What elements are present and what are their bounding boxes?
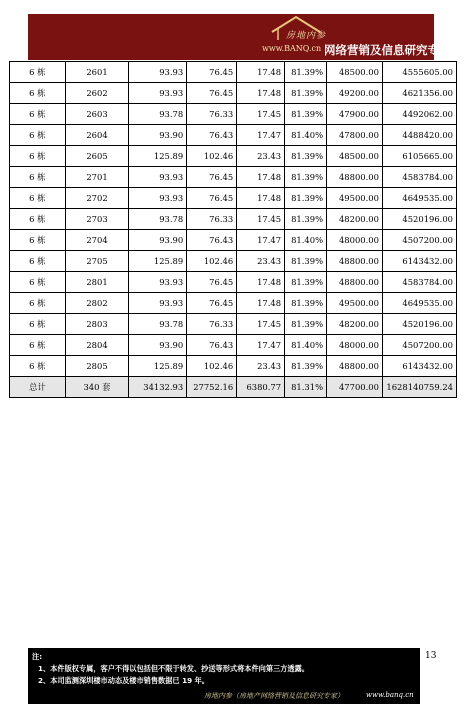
building-cell: 6 栋 — [10, 209, 66, 230]
unit-cell: 2805 — [65, 356, 129, 377]
net-area-cell: 76.33 — [187, 209, 237, 230]
shared-area-cell: 17.48 — [237, 167, 285, 188]
total-price-cell: 4649535.00 — [382, 293, 456, 314]
efficiency-cell: 81.40% — [285, 125, 327, 146]
unit-price-cell: 47900.00 — [327, 104, 383, 125]
shared-area-cell: 17.48 — [237, 272, 285, 293]
unit-cell: 2604 — [65, 125, 129, 146]
unit-cell: 2703 — [65, 209, 129, 230]
efficiency-cell: 81.39% — [285, 251, 327, 272]
table-row — [10, 104, 457, 125]
shared-area-cell: 23.43 — [237, 356, 285, 377]
unit-price-cell: 48500.00 — [327, 146, 383, 167]
net-area-cell: 76.45 — [187, 83, 237, 104]
unit-price-cell: 49500.00 — [327, 293, 383, 314]
total-price-cell: 4520196.00 — [382, 314, 456, 335]
total-price-cell: 1628140759.24 — [382, 377, 456, 398]
total-price-cell: 4507200.00 — [382, 230, 456, 251]
table-row — [10, 167, 457, 188]
shared-area-cell: 17.47 — [237, 230, 285, 251]
building-cell: 6 栋 — [10, 230, 66, 251]
building-cell: 6 栋 — [10, 188, 66, 209]
shared-area-cell: 17.48 — [237, 83, 285, 104]
shared-area-cell: 17.45 — [237, 104, 285, 125]
logo-site-text: www.BANQ.cn — [262, 44, 322, 53]
gross-area-cell: 93.93 — [129, 62, 187, 83]
total-price-cell: 4583784.00 — [382, 272, 456, 293]
banner-title: 网络营销及信息研究专家 — [324, 43, 451, 57]
net-area-cell: 76.45 — [187, 167, 237, 188]
efficiency-cell: 81.39% — [285, 209, 327, 230]
page-number: 13 — [425, 651, 437, 661]
unit-price-cell: 48000.00 — [327, 335, 383, 356]
shared-area-cell: 6380.77 — [237, 377, 285, 398]
gross-area-cell: 93.90 — [129, 125, 187, 146]
unit-cell: 2802 — [65, 293, 129, 314]
efficiency-cell: 81.39% — [285, 188, 327, 209]
notes-box — [28, 648, 420, 688]
table-row — [10, 230, 457, 251]
gross-area-cell: 125.89 — [129, 356, 187, 377]
gross-area-cell: 93.90 — [129, 335, 187, 356]
unit-cell: 2803 — [65, 314, 129, 335]
header-banner — [28, 14, 451, 60]
gross-area-cell: 93.93 — [129, 293, 187, 314]
efficiency-cell: 81.31% — [285, 377, 327, 398]
gross-area-cell: 125.89 — [129, 251, 187, 272]
unit-cell: 2804 — [65, 335, 129, 356]
table-row — [10, 62, 457, 83]
footer-bar — [28, 688, 420, 704]
gross-area-cell: 93.93 — [129, 83, 187, 104]
footer-url: www.banq.cn — [366, 691, 414, 699]
net-area-cell: 76.45 — [187, 188, 237, 209]
table-row — [10, 83, 457, 104]
table-row — [10, 293, 457, 314]
gross-area-cell: 93.93 — [129, 272, 187, 293]
table-row — [10, 251, 457, 272]
notes-label: 注: — [32, 652, 43, 661]
table-row — [10, 272, 457, 293]
building-cell: 6 栋 — [10, 272, 66, 293]
building-cell: 6 栋 — [10, 83, 66, 104]
efficiency-cell: 81.39% — [285, 167, 327, 188]
table-row — [10, 125, 457, 146]
unit-price-cell: 49200.00 — [327, 83, 383, 104]
efficiency-cell: 81.39% — [285, 293, 327, 314]
unit-cell: 2601 — [65, 62, 129, 83]
net-area-cell: 102.46 — [187, 146, 237, 167]
unit-cell: 2705 — [65, 251, 129, 272]
building-cell: 6 栋 — [10, 335, 66, 356]
total-price-cell: 6105665.00 — [382, 146, 456, 167]
unit-price-cell: 48800.00 — [327, 251, 383, 272]
unit-price-cell: 48200.00 — [327, 209, 383, 230]
efficiency-cell: 81.39% — [285, 272, 327, 293]
net-area-cell: 76.43 — [187, 125, 237, 146]
building-cell: 6 栋 — [10, 314, 66, 335]
shared-area-cell: 17.47 — [237, 335, 285, 356]
building-cell: 6 栋 — [10, 251, 66, 272]
total-price-cell: 4492062.00 — [382, 104, 456, 125]
shared-area-cell: 17.47 — [237, 125, 285, 146]
unit-price-cell: 48200.00 — [327, 314, 383, 335]
shared-area-cell: 17.45 — [237, 209, 285, 230]
building-cell: 6 栋 — [10, 125, 66, 146]
shared-area-cell: 17.48 — [237, 188, 285, 209]
efficiency-cell: 81.40% — [285, 230, 327, 251]
note-item: 2、本司监测深圳楼市动态及楼市销售数据已 19 年。 — [38, 676, 209, 685]
net-area-cell: 76.43 — [187, 335, 237, 356]
total-price-cell: 4507200.00 — [382, 335, 456, 356]
net-area-cell: 102.46 — [187, 251, 237, 272]
efficiency-cell: 81.39% — [285, 314, 327, 335]
building-cell: 6 栋 — [10, 167, 66, 188]
building-cell: 总计 — [10, 377, 66, 398]
table-row — [10, 209, 457, 230]
unit-price-cell: 47800.00 — [327, 125, 383, 146]
efficiency-cell: 81.40% — [285, 335, 327, 356]
logo-brand-text: 房地内参 — [286, 31, 327, 41]
total-price-cell: 4520196.00 — [382, 209, 456, 230]
unit-price-cell: 48800.00 — [327, 272, 383, 293]
unit-price-table — [9, 61, 457, 398]
unit-cell: 2702 — [65, 188, 129, 209]
total-price-cell: 4583784.00 — [382, 167, 456, 188]
net-area-cell: 76.43 — [187, 230, 237, 251]
unit-price-cell: 48500.00 — [327, 62, 383, 83]
unit-price-cell: 48000.00 — [327, 230, 383, 251]
unit-cell: 2605 — [65, 146, 129, 167]
total-price-cell: 4621356.00 — [382, 83, 456, 104]
building-cell: 6 栋 — [10, 356, 66, 377]
net-area-cell: 76.45 — [187, 272, 237, 293]
shared-area-cell: 17.48 — [237, 62, 285, 83]
net-area-cell: 102.46 — [187, 356, 237, 377]
gross-area-cell: 93.90 — [129, 230, 187, 251]
efficiency-cell: 81.39% — [285, 146, 327, 167]
footer-tagline: 房地内参（房地产网络营销及信息研究专家） — [204, 692, 344, 700]
building-cell: 6 栋 — [10, 62, 66, 83]
efficiency-cell: 81.39% — [285, 356, 327, 377]
table-row — [10, 314, 457, 335]
unit-price-cell: 48800.00 — [327, 167, 383, 188]
shared-area-cell: 17.48 — [237, 293, 285, 314]
total-price-cell: 4488420.00 — [382, 125, 456, 146]
table-row — [10, 188, 457, 209]
unit-cell: 2603 — [65, 104, 129, 125]
net-area-cell: 76.33 — [187, 314, 237, 335]
table-row — [10, 335, 457, 356]
unit-price-cell: 49500.00 — [327, 188, 383, 209]
total-price-cell: 6143432.00 — [382, 356, 456, 377]
unit-cell: 2801 — [65, 272, 129, 293]
gross-area-cell: 93.78 — [129, 314, 187, 335]
gross-area-cell: 93.78 — [129, 104, 187, 125]
gross-area-cell: 34132.93 — [129, 377, 187, 398]
shared-area-cell: 17.45 — [237, 314, 285, 335]
efficiency-cell: 81.39% — [285, 62, 327, 83]
unit-cell: 2704 — [65, 230, 129, 251]
unit-cell: 340 套 — [65, 377, 129, 398]
unit-cell: 2701 — [65, 167, 129, 188]
net-area-cell: 76.45 — [187, 62, 237, 83]
efficiency-cell: 81.39% — [285, 83, 327, 104]
net-area-cell: 76.33 — [187, 104, 237, 125]
building-cell: 6 栋 — [10, 293, 66, 314]
gross-area-cell: 93.93 — [129, 188, 187, 209]
gross-area-cell: 125.89 — [129, 146, 187, 167]
total-price-cell: 4649535.00 — [382, 188, 456, 209]
efficiency-cell: 81.39% — [285, 104, 327, 125]
table-row — [10, 356, 457, 377]
note-item: 1、本件版权专属，客户不得以包括但不限于转发、抄送等形式将本件向第三方透露。 — [38, 664, 309, 673]
total-price-cell: 6143432.00 — [382, 251, 456, 272]
gross-area-cell: 93.78 — [129, 209, 187, 230]
unit-price-cell: 48800.00 — [327, 356, 383, 377]
net-area-cell: 76.45 — [187, 293, 237, 314]
total-price-cell: 4555605.00 — [382, 62, 456, 83]
net-area-cell: 27752.16 — [187, 377, 237, 398]
building-cell: 6 栋 — [10, 104, 66, 125]
total-row — [10, 377, 457, 398]
gross-area-cell: 93.93 — [129, 167, 187, 188]
unit-price-cell: 47700.00 — [327, 377, 383, 398]
unit-cell: 2602 — [65, 83, 129, 104]
shared-area-cell: 23.43 — [237, 146, 285, 167]
table-row — [10, 146, 457, 167]
building-cell: 6 栋 — [10, 146, 66, 167]
shared-area-cell: 23.43 — [237, 251, 285, 272]
